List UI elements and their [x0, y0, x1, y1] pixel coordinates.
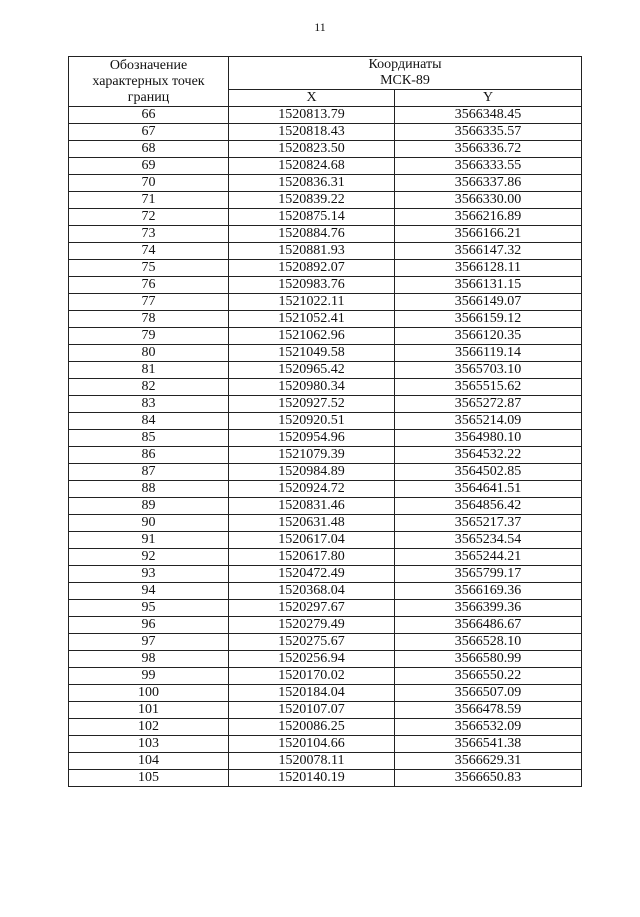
table-row [69, 498, 582, 515]
x-coordinate-cell: 1520839.22 [229, 192, 395, 209]
y-coordinate-cell: 3566166.21 [395, 226, 582, 243]
y-coordinate-cell: 3565703.10 [395, 362, 582, 379]
x-coordinate-cell: 1520170.02 [229, 668, 395, 685]
point-number-cell: 92 [69, 549, 229, 566]
point-number-cell: 81 [69, 362, 229, 379]
y-coordinate-cell: 3564980.10 [395, 430, 582, 447]
table-row [69, 600, 582, 617]
y-coordinate-cell: 3566580.99 [395, 651, 582, 668]
y-coordinate-cell: 3566335.57 [395, 124, 582, 141]
y-coordinate-cell: 3566478.59 [395, 702, 582, 719]
point-number-cell: 97 [69, 634, 229, 651]
point-number-cell: 102 [69, 719, 229, 736]
table-row [69, 753, 582, 770]
coordinates-table [68, 56, 582, 787]
y-coordinate-cell: 3565217.37 [395, 515, 582, 532]
x-coordinate-cell: 1521079.39 [229, 447, 395, 464]
point-number-cell: 72 [69, 209, 229, 226]
x-coordinate-cell: 1520279.49 [229, 617, 395, 634]
table-row [69, 209, 582, 226]
table-row [69, 243, 582, 260]
y-coordinate-cell: 3565272.87 [395, 396, 582, 413]
x-coordinate-cell: 1520813.79 [229, 107, 395, 124]
point-number-cell: 103 [69, 736, 229, 753]
y-coordinate-cell: 3566550.22 [395, 668, 582, 685]
y-coordinate-cell: 3566507.09 [395, 685, 582, 702]
y-coordinate-cell: 3566486.67 [395, 617, 582, 634]
x-coordinate-cell: 1520965.42 [229, 362, 395, 379]
table-row [69, 396, 582, 413]
table-body [69, 107, 582, 787]
x-coordinate-cell: 1520875.14 [229, 209, 395, 226]
table-row [69, 260, 582, 277]
point-number-cell: 80 [69, 345, 229, 362]
point-number-cell: 100 [69, 685, 229, 702]
x-coordinate-cell: 1520980.34 [229, 379, 395, 396]
y-coordinate-cell: 3566169.36 [395, 583, 582, 600]
table-row [69, 464, 582, 481]
y-coordinate-cell: 3566399.36 [395, 600, 582, 617]
y-coordinate-cell: 3566128.11 [395, 260, 582, 277]
table-row [69, 141, 582, 158]
table-row [69, 328, 582, 345]
x-coordinate-cell: 1520927.52 [229, 396, 395, 413]
table-row [69, 345, 582, 362]
x-coordinate-cell: 1520884.76 [229, 226, 395, 243]
table-row [69, 736, 582, 753]
point-number-cell: 91 [69, 532, 229, 549]
page-number: 11 [314, 20, 326, 34]
table-row [69, 566, 582, 583]
point-number-cell: 84 [69, 413, 229, 430]
table-row [69, 226, 582, 243]
y-coordinate-cell: 3565799.17 [395, 566, 582, 583]
table-row [69, 413, 582, 430]
header-x: X [229, 90, 395, 107]
table-row [69, 124, 582, 141]
y-coordinate-cell: 3566159.12 [395, 311, 582, 328]
table-row [69, 668, 582, 685]
table-row [69, 379, 582, 396]
point-number-cell: 66 [69, 107, 229, 124]
x-coordinate-cell: 1520297.67 [229, 600, 395, 617]
x-coordinate-cell: 1520824.68 [229, 158, 395, 175]
x-coordinate-cell: 1520104.66 [229, 736, 395, 753]
table-row [69, 685, 582, 702]
point-number-cell: 73 [69, 226, 229, 243]
y-coordinate-cell: 3566541.38 [395, 736, 582, 753]
point-number-cell: 93 [69, 566, 229, 583]
point-number-cell: 77 [69, 294, 229, 311]
table-row [69, 532, 582, 549]
point-number-cell: 74 [69, 243, 229, 260]
point-number-cell: 88 [69, 481, 229, 498]
y-coordinate-cell: 3566650.83 [395, 770, 582, 787]
point-number-cell: 70 [69, 175, 229, 192]
y-coordinate-cell: 3566348.45 [395, 107, 582, 124]
y-coordinate-cell: 3564856.42 [395, 498, 582, 515]
x-coordinate-cell: 1520368.04 [229, 583, 395, 600]
point-number-cell: 94 [69, 583, 229, 600]
y-coordinate-cell: 3566336.72 [395, 141, 582, 158]
table-row [69, 158, 582, 175]
table-row [69, 617, 582, 634]
y-coordinate-cell: 3566532.09 [395, 719, 582, 736]
x-coordinate-cell: 1520140.19 [229, 770, 395, 787]
x-coordinate-cell: 1520472.49 [229, 566, 395, 583]
point-number-cell: 98 [69, 651, 229, 668]
point-number-cell: 71 [69, 192, 229, 209]
table-row [69, 277, 582, 294]
table-row [69, 430, 582, 447]
table-row [69, 447, 582, 464]
y-coordinate-cell: 3566337.86 [395, 175, 582, 192]
x-coordinate-cell: 1520823.50 [229, 141, 395, 158]
x-coordinate-cell: 1520617.04 [229, 532, 395, 549]
point-number-cell: 86 [69, 447, 229, 464]
x-coordinate-cell: 1520818.43 [229, 124, 395, 141]
y-coordinate-cell: 3566119.14 [395, 345, 582, 362]
y-coordinate-cell: 3566216.89 [395, 209, 582, 226]
header-coordinates [229, 57, 582, 90]
y-coordinate-cell: 3564641.51 [395, 481, 582, 498]
x-coordinate-cell: 1520086.25 [229, 719, 395, 736]
header-coords-line2: МСК-89 [380, 73, 430, 88]
table-header [69, 57, 582, 107]
y-coordinate-cell: 3565214.09 [395, 413, 582, 430]
y-coordinate-cell: 3566120.35 [395, 328, 582, 345]
header-name-line1: Обозначение [109, 57, 188, 73]
x-coordinate-cell: 1521052.41 [229, 311, 395, 328]
table-row [69, 362, 582, 379]
header-coords-line1: Координаты [368, 57, 442, 72]
x-coordinate-cell: 1521022.11 [229, 294, 395, 311]
point-number-cell: 96 [69, 617, 229, 634]
header-name-line2: характерных точек [92, 73, 205, 89]
x-coordinate-cell: 1520831.46 [229, 498, 395, 515]
table-row [69, 634, 582, 651]
x-coordinate-cell: 1520954.96 [229, 430, 395, 447]
point-number-cell: 76 [69, 277, 229, 294]
table-row [69, 107, 582, 124]
point-number-cell: 89 [69, 498, 229, 515]
point-number-cell: 69 [69, 158, 229, 175]
table-row [69, 770, 582, 787]
point-number-cell: 82 [69, 379, 229, 396]
table-row [69, 549, 582, 566]
x-coordinate-cell: 1521062.96 [229, 328, 395, 345]
y-coordinate-cell: 3566333.55 [395, 158, 582, 175]
point-number-cell: 101 [69, 702, 229, 719]
y-coordinate-cell: 3565234.54 [395, 532, 582, 549]
y-coordinate-cell: 3566528.10 [395, 634, 582, 651]
x-coordinate-cell: 1520924.72 [229, 481, 395, 498]
x-coordinate-cell: 1520631.48 [229, 515, 395, 532]
x-coordinate-cell: 1520184.04 [229, 685, 395, 702]
table-row [69, 192, 582, 209]
point-number-cell: 78 [69, 311, 229, 328]
y-coordinate-cell: 3565515.62 [395, 379, 582, 396]
table-row [69, 651, 582, 668]
point-number-cell: 90 [69, 515, 229, 532]
point-number-cell: 105 [69, 770, 229, 787]
point-number-cell: 95 [69, 600, 229, 617]
table-row [69, 515, 582, 532]
y-coordinate-cell: 3564532.22 [395, 447, 582, 464]
y-coordinate-cell: 3565244.21 [395, 549, 582, 566]
header-y: Y [395, 90, 582, 107]
x-coordinate-cell: 1520836.31 [229, 175, 395, 192]
table-row [69, 294, 582, 311]
point-number-cell: 104 [69, 753, 229, 770]
point-number-cell: 67 [69, 124, 229, 141]
table-row [69, 311, 582, 328]
x-coordinate-cell: 1520107.07 [229, 702, 395, 719]
point-number-cell: 79 [69, 328, 229, 345]
table-row [69, 175, 582, 192]
point-number-cell: 99 [69, 668, 229, 685]
x-coordinate-cell: 1520920.51 [229, 413, 395, 430]
point-number-cell: 87 [69, 464, 229, 481]
y-coordinate-cell: 3566330.00 [395, 192, 582, 209]
x-coordinate-cell: 1520256.94 [229, 651, 395, 668]
x-coordinate-cell: 1520617.80 [229, 549, 395, 566]
table-row [69, 702, 582, 719]
point-number-cell: 75 [69, 260, 229, 277]
y-coordinate-cell: 3564502.85 [395, 464, 582, 481]
x-coordinate-cell: 1520881.93 [229, 243, 395, 260]
point-number-cell: 85 [69, 430, 229, 447]
x-coordinate-cell: 1520984.89 [229, 464, 395, 481]
y-coordinate-cell: 3566149.07 [395, 294, 582, 311]
point-number-cell: 83 [69, 396, 229, 413]
y-coordinate-cell: 3566629.31 [395, 753, 582, 770]
table-row [69, 481, 582, 498]
x-coordinate-cell: 1521049.58 [229, 345, 395, 362]
header-name-line3: границ [127, 89, 170, 105]
x-coordinate-cell: 1520983.76 [229, 277, 395, 294]
x-coordinate-cell: 1520275.67 [229, 634, 395, 651]
x-coordinate-cell: 1520078.11 [229, 753, 395, 770]
y-coordinate-cell: 3566131.15 [395, 277, 582, 294]
header-point-designation [69, 57, 229, 107]
x-coordinate-cell: 1520892.07 [229, 260, 395, 277]
table-row [69, 719, 582, 736]
point-number-cell: 68 [69, 141, 229, 158]
table-row [69, 583, 582, 600]
y-coordinate-cell: 3566147.32 [395, 243, 582, 260]
